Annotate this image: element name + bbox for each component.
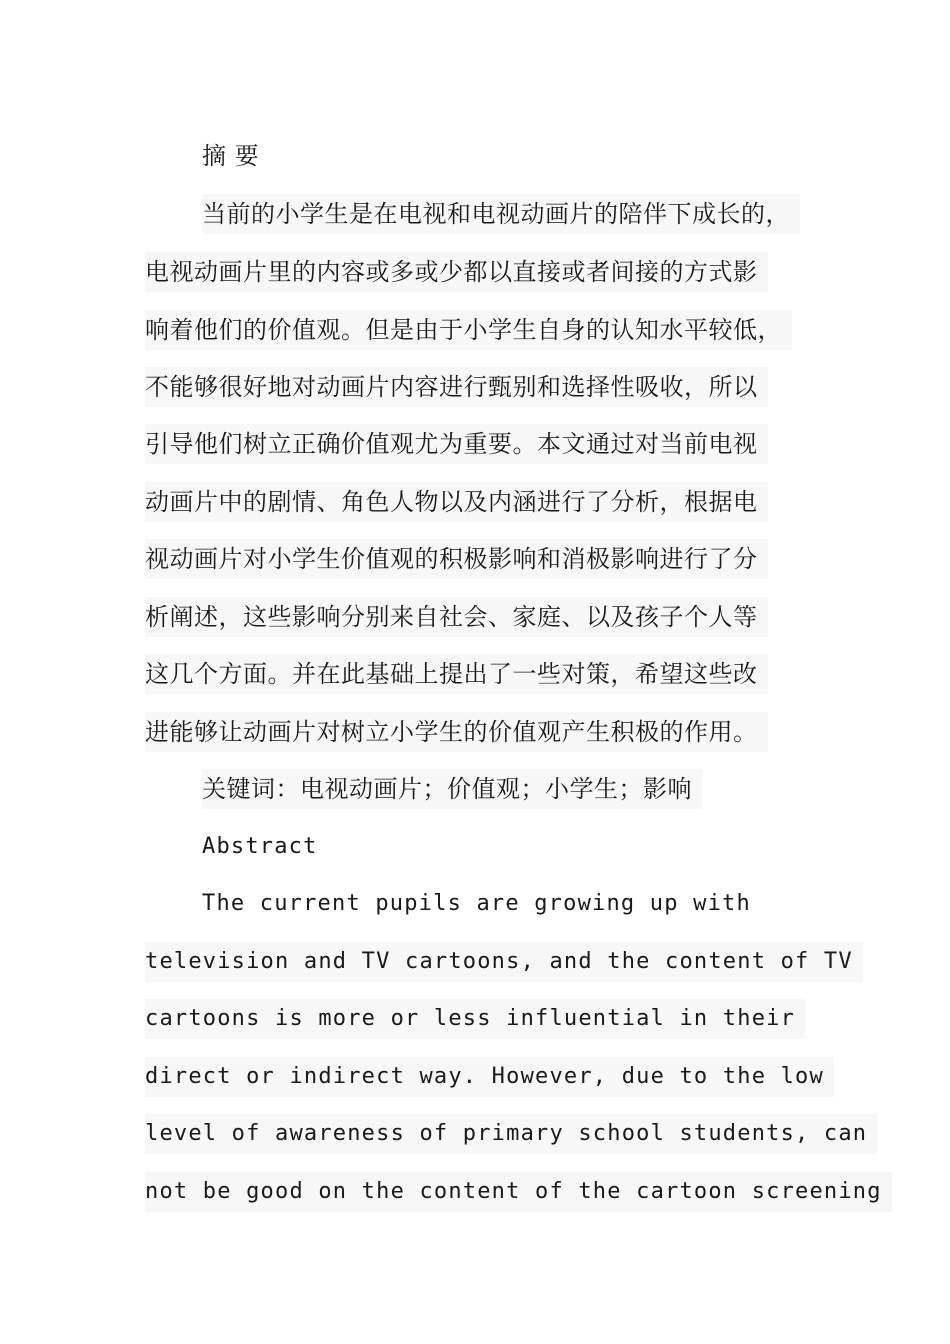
abstract-cn-line: 这几个方面。并在此基础上提出了一些对策，希望这些改 [145,654,768,694]
abstract-cn-line: 响着他们的价值观。但是由于小学生自身的认知水平较低， [145,310,792,350]
keywords-line: 关键词：电视动画片；价值观；小学生；影响 [202,769,702,809]
abstract-heading: 摘 要 [202,142,260,170]
abstract-en-heading: Abstract [202,834,318,859]
abstract-en-line: direct or indirect way. However, due to the low [145,1057,834,1097]
abstract-en-line: The current pupils are growing up with [202,891,751,916]
abstract-en-line: cartoons is more or less influential in their [145,999,805,1039]
abstract-cn-line: 动画片中的剧情、角色人物以及内涵进行了分析，根据电 [145,482,768,522]
abstract-en-line: level of awareness of primary school students, can [145,1114,877,1154]
abstract-en-line: not be good on the content of the cartoon screening [145,1172,892,1212]
abstract-en-line: television and TV cartoons, and the content of TV [145,942,863,982]
abstract-cn-line: 不能够很好地对动画片内容进行甄别和选择性吸收，所以 [145,367,768,407]
abstract-cn-line: 引导他们树立正确价值观尤为重要。本文通过对当前电视 [145,424,768,464]
abstract-cn-line: 电视动画片里的内容或多或少都以直接或者间接的方式影 [145,252,768,292]
abstract-cn-line: 当前的小学生是在电视和电视动画片的陪伴下成长的， [202,194,800,234]
abstract-cn-line: 进能够让动画片对树立小学生的价值观产生积极的作用。 [145,712,768,752]
abstract-cn-line: 视动画片对小学生价值观的积极影响和消极影响进行了分 [145,539,768,579]
abstract-cn-line: 析阐述，这些影响分别来自社会、家庭、以及孩子个人等 [145,597,768,637]
